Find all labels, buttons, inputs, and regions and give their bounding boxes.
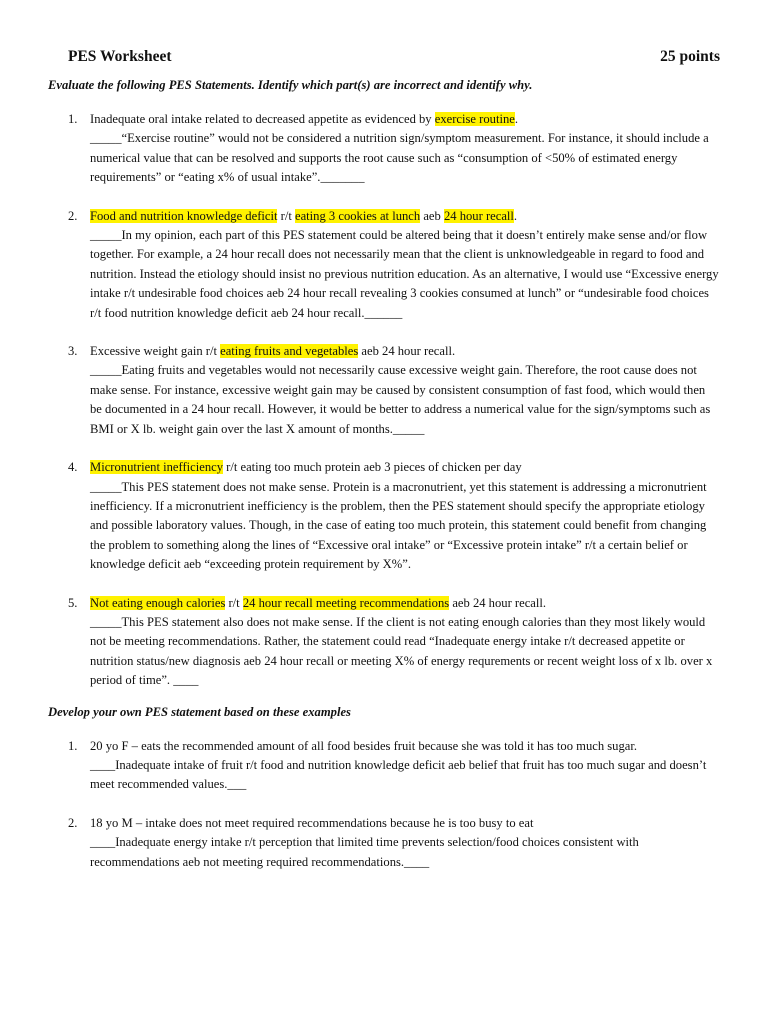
item-number: 1.	[68, 112, 78, 126]
points-label: 25 points	[660, 48, 720, 65]
pes-statement	[90, 594, 720, 613]
statement-text: .	[514, 112, 518, 126]
section1-instruction: Evaluate the following PES Statements. Identify which part(s) are incorrect and identify why.	[48, 78, 533, 92]
statement-text: r/t	[277, 208, 295, 223]
statement-text: .	[513, 208, 518, 223]
statement-text: r/t	[225, 595, 243, 610]
highlighted-text: 24 hour recall meeting recommendations	[242, 595, 450, 610]
answer-text: ____Inadequate energy intake r/t perception that limited time prevents selection/food choices consistent with recommendations aeb not meeting required recommendations.____	[90, 835, 639, 869]
statement-text: r/t eating too much protein aeb 3 pieces of chicken per day	[223, 460, 522, 475]
highlighted-text: 24 hour recall	[443, 208, 514, 223]
statement-text: Inadequate oral intake related to decreased appetite as evidenced by	[90, 112, 435, 126]
pes-statement	[90, 737, 720, 756]
highlighted-text: Micronutrient inefficiency	[90, 460, 224, 475]
item-number: 4.	[68, 460, 78, 475]
list-item	[48, 814, 720, 872]
evaluate-list	[48, 110, 720, 691]
list-item	[48, 594, 720, 691]
list-item	[48, 110, 720, 188]
highlighted-text: eating 3 cookies at lunch	[294, 208, 421, 223]
highlighted-text: exercise routine	[434, 112, 515, 126]
answer-text: _____In my opinion, each part of this PES statement could be altered being that it doesn’t entirely make sense and/or flow together. For example, a 24 hour recall does not necessarily mean that the client is unknowledgeable in regard to food and nutrition. Instead the etiology should insist no previous nutrition education. As an alternative, I would use “Excessive energy intake r/t undesirable food choices aeb 24 hour recall revealing 3 cookies consumed at lunch” or “undesirable food choices r/t food nutrition knowledge deficit aeb 24 hour recall.______	[90, 228, 719, 320]
answer-text: _____Eating fruits and vegetables would not necessarily cause excessive weight gain. Therefore, the root cause does not make sense. For instance, excessive weight gain may be caused by consistent consumption of fast food, which would then be documented in a 24 hour recall. However, it would be better to address a numerical value for the sign/symptoms such as BMI or X lb. weight gain over the last X amount of months._____	[90, 363, 711, 436]
statement-text: 20 yo F – eats the recommended amount of all food besides fruit because she was told it has too much sugar.	[90, 738, 638, 753]
statement-text: aeb 24 hour recall.	[358, 344, 456, 359]
highlighted-text: Not eating enough calories	[90, 595, 226, 610]
item-number: 2.	[68, 815, 78, 830]
item-number: 3.	[68, 344, 78, 359]
answer-text: ____Inadequate intake of fruit r/t food and nutrition knowledge deficit aeb belief that fruit has too much sugar and doesn’t meet recommended values.___	[90, 757, 707, 792]
answer-text: _____“Exercise routine” would not be considered a nutrition sign/symptom measurement. For instance, it should include a numerical value that can be resolved and supports the root cause such as “consumption of <50% of estimated energy requirements” or “eating x% of usual intake”._______	[90, 131, 709, 185]
worksheet-header	[68, 48, 720, 66]
highlighted-text: Food and nutrition knowledge deficit	[90, 208, 278, 223]
answer-text: _____This PES statement does not make sense. Protein is a macronutrient, yet this statement is addressing a micronutrient inefficiency. If a micronutrient inefficiency is the problem, then the PES statement should specify the appropriate etiology and possible laboratory values. Though, in the case of eating too much protein, this statement could benefit from changing the problem to something along the lines of “Excessive oral intake” or “Excessive protein intake” r/t a certain belief or knowledge deficit aeb “exceeding protein requirement by X%”.	[90, 479, 707, 572]
list-item	[48, 737, 720, 795]
worksheet-title: PES Worksheet	[68, 48, 172, 65]
pes-statement	[90, 207, 720, 226]
pes-statement	[90, 458, 720, 477]
pes-statement	[90, 110, 720, 129]
pes-statement	[90, 342, 720, 361]
item-number: 2.	[68, 208, 78, 223]
list-item	[48, 458, 720, 574]
section2-instruction: Develop your own PES statement based on these examples	[48, 704, 351, 719]
highlighted-text: eating fruits and vegetables	[220, 344, 359, 359]
item-number: 1.	[68, 738, 78, 753]
statement-text: aeb	[420, 208, 444, 223]
list-item	[48, 342, 720, 439]
statement-text: Excessive weight gain r/t	[90, 344, 221, 359]
answer-text: _____This PES statement also does not make sense. If the client is not eating enough calories than they most likely would not be meeting recommendations. Rather, the statement could read “Inadequate energy intake r/t decreased appetite or nutrition status/new diagnosis aeb 24 hour recall or meeting X% of energy requrements or recent weight loss of x lb. over x period of time”. ____	[90, 614, 713, 688]
develop-list	[48, 737, 720, 872]
statement-text: 18 yo M – intake does not meet required recommendations because he is too busy to eat	[90, 815, 534, 830]
statement-text: aeb 24 hour recall.	[449, 595, 547, 610]
pes-statement	[90, 814, 720, 833]
item-number: 5.	[68, 595, 78, 610]
list-item	[48, 207, 720, 323]
